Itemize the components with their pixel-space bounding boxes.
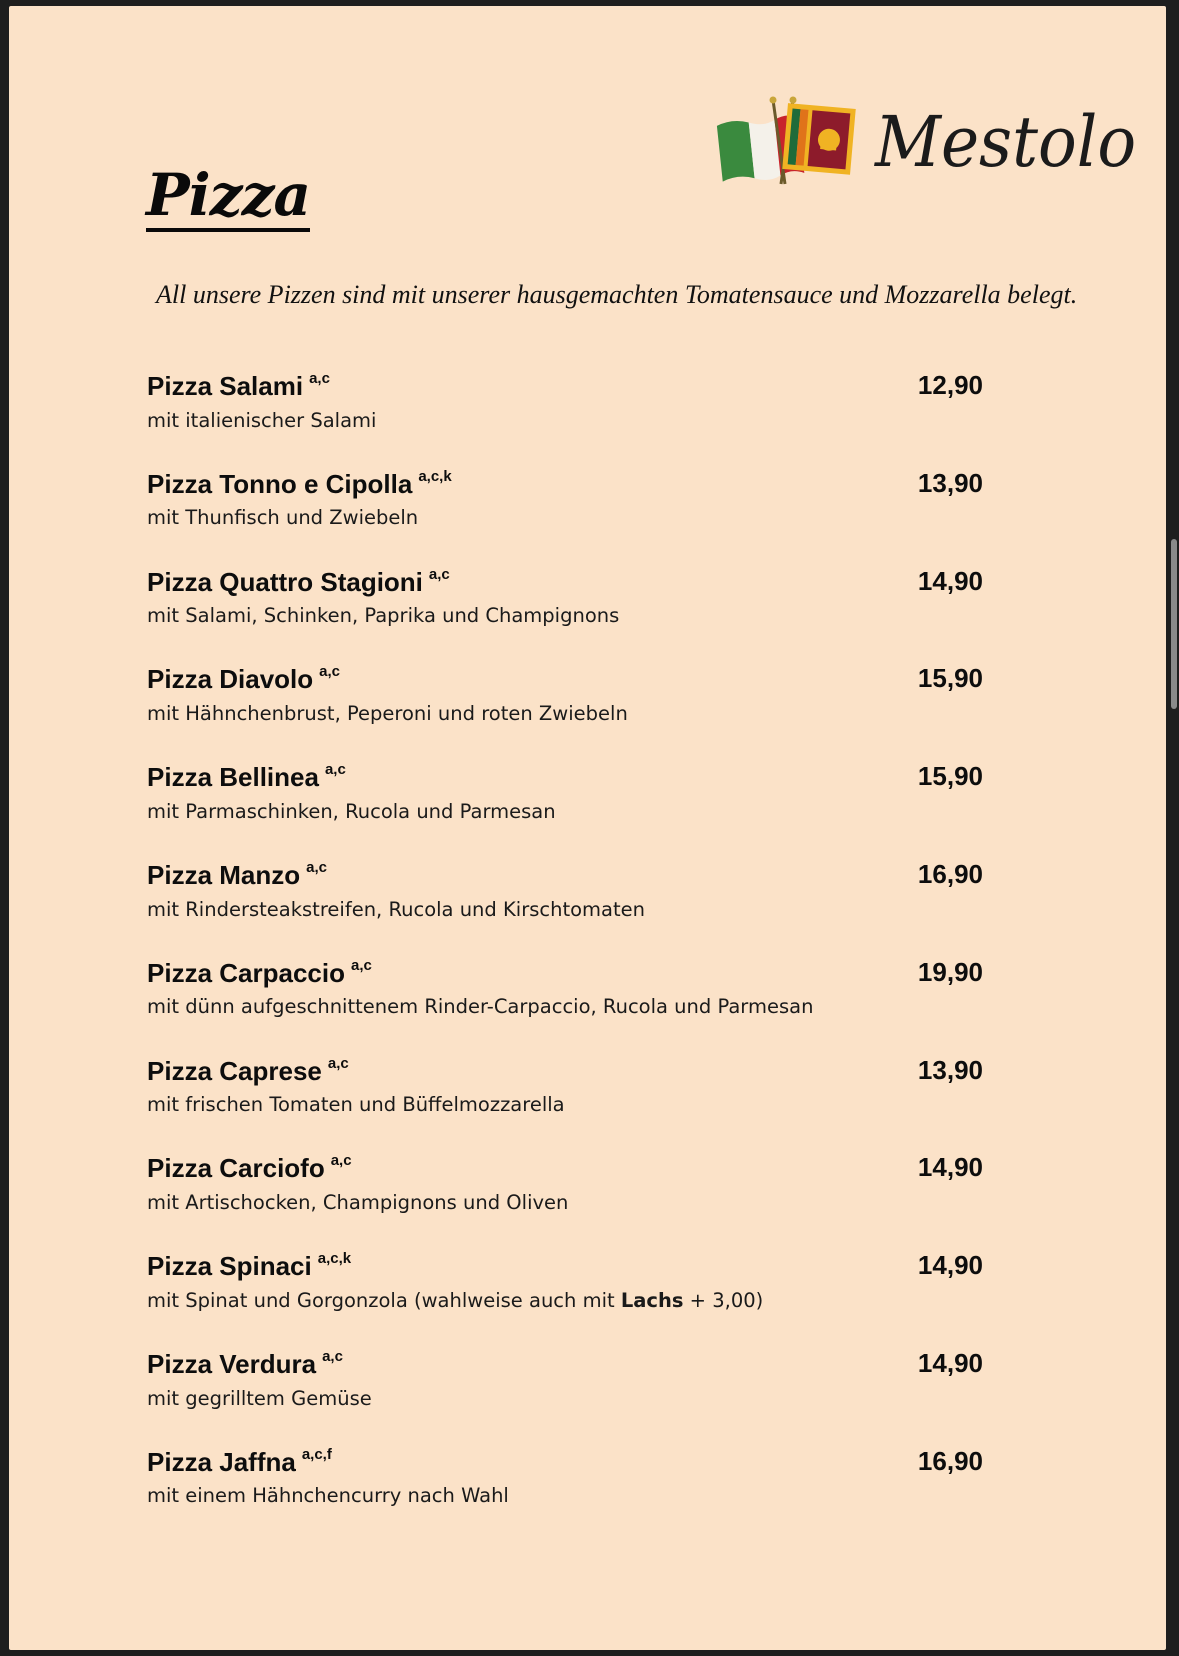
item-name <box>147 958 983 988</box>
item-name <box>147 469 983 499</box>
menu-item <box>147 958 983 1056</box>
menu-item <box>147 1056 983 1154</box>
item-name-text: Pizza Diavolo <box>147 664 314 695</box>
item-name <box>147 1447 983 1477</box>
item-description-highlight: Lachs <box>620 1288 684 1312</box>
allergen-codes: a,c <box>306 858 327 876</box>
item-description <box>147 506 983 529</box>
item-name <box>147 371 983 401</box>
item-description-text: mit Rindersteakstreifen, Rucola und Kirschtomaten <box>147 897 645 921</box>
item-name-text: Pizza Tonno e Cipolla <box>147 468 413 499</box>
item-price: 13,90 <box>917 467 983 498</box>
item-name-text: Pizza Manzo <box>147 859 301 890</box>
item-price: 19,90 <box>917 956 983 987</box>
item-description <box>147 1093 983 1116</box>
item-name-text: Pizza Bellinea <box>147 762 319 793</box>
item-name-text: Pizza Salami <box>147 371 304 401</box>
item-name <box>147 567 983 597</box>
item-name <box>147 1349 983 1379</box>
item-name-text: Pizza Verdura <box>147 1348 317 1379</box>
item-price: 14,90 <box>917 565 983 596</box>
item-name <box>147 1251 983 1281</box>
menu-item <box>147 860 983 958</box>
menu-item <box>147 371 983 469</box>
item-name-text: Pizza Jaffna <box>147 1446 296 1477</box>
item-description-text: mit gegrilltem Gemüse <box>147 1386 372 1410</box>
allergen-codes: a,c <box>330 1152 352 1170</box>
item-name <box>147 1056 983 1086</box>
item-description-text: mit Thunfisch und Zwiebeln <box>147 506 419 530</box>
brand-logo <box>715 94 1159 190</box>
menu-item <box>147 1349 983 1447</box>
allergen-codes: a,c <box>322 1347 343 1365</box>
item-name <box>147 762 983 792</box>
item-name-text: Pizza Carciofo <box>147 1153 325 1184</box>
menu-item <box>147 1447 983 1545</box>
menu-item <box>147 762 983 860</box>
allergen-codes: a,c <box>319 663 341 681</box>
item-description-text: mit italienischer Salami <box>147 408 377 432</box>
item-description <box>147 702 983 725</box>
item-description <box>147 995 983 1018</box>
item-price: 15,90 <box>917 761 983 792</box>
item-description-extra: + 3,00) <box>683 1288 764 1312</box>
item-description-text: mit Hähnchenbrust, Peperoni und roten Zwiebeln <box>147 701 628 725</box>
allergen-codes: a,c <box>324 761 346 779</box>
menu-item <box>147 567 983 665</box>
item-name-text: Pizza Caprese <box>147 1055 322 1086</box>
item-description-text: mit Parmaschinken, Rucola und Parmesan <box>147 799 556 823</box>
item-name <box>147 860 983 890</box>
item-description-text: mit dünn aufgeschnittenem Rinder-Carpaccio, Rucola und Parmesan <box>147 995 814 1019</box>
allergen-codes: a,c,f <box>301 1445 332 1463</box>
item-description-text: mit frischen Tomaten und Büffelmozzarella <box>147 1093 565 1117</box>
menu-item <box>147 664 983 762</box>
allergen-codes: a,c <box>428 565 450 583</box>
allergen-codes: a,c <box>327 1054 349 1072</box>
allergen-codes: a,c <box>350 956 372 974</box>
menu-item <box>147 469 983 567</box>
item-price: 16,90 <box>917 1445 983 1476</box>
item-description <box>147 898 983 921</box>
item-name-text: Pizza Spinaci <box>147 1251 312 1282</box>
allergen-codes: a,c <box>309 370 330 387</box>
item-description <box>147 1289 983 1312</box>
allergen-codes: a,c,k <box>317 1250 352 1268</box>
crossed-flags-icon <box>715 94 857 190</box>
item-description-text: mit Salami, Schinken, Paprika und Champignons <box>147 604 620 628</box>
item-price: 14,90 <box>917 1152 983 1183</box>
menu-page <box>9 6 1166 1650</box>
scrollbar[interactable] <box>1166 6 1179 1650</box>
item-price: 13,90 <box>917 1054 983 1085</box>
item-description-text: mit einem Hähnchencurry nach Wahl <box>147 1484 509 1508</box>
pizza-list <box>147 371 983 1545</box>
item-price: 12,90 <box>917 370 983 400</box>
item-description <box>147 409 983 432</box>
item-description <box>147 800 983 823</box>
item-description <box>147 1191 983 1214</box>
item-description <box>147 1484 983 1507</box>
item-price: 14,90 <box>917 1347 983 1378</box>
allergen-codes: a,c,k <box>418 467 452 485</box>
menu-subtitle: All unsere Pizzen sind mit unserer hausgemachten Tomatensauce und Mozzarella belegt. <box>156 280 1078 309</box>
menu-item <box>147 1251 983 1349</box>
brand-name: Mestolo <box>875 101 1137 183</box>
menu-item <box>147 1153 983 1251</box>
item-price: 16,90 <box>917 858 983 889</box>
item-description-text: mit Spinat und Gorgonzola (wahlweise auch mit <box>147 1288 621 1312</box>
item-name-text: Pizza Quattro Stagioni <box>147 566 423 597</box>
item-description <box>147 604 983 627</box>
item-name <box>147 1153 983 1183</box>
scrollbar-thumb[interactable] <box>1171 539 1177 709</box>
item-name-text: Pizza Carpaccio <box>147 957 345 988</box>
item-price: 15,90 <box>917 663 983 694</box>
item-price: 14,90 <box>917 1250 983 1281</box>
item-description <box>147 1387 983 1410</box>
item-description-text: mit Artischocken, Champignons und Oliven <box>147 1190 569 1214</box>
page-title: Pizza <box>146 166 310 232</box>
item-name <box>147 664 983 694</box>
